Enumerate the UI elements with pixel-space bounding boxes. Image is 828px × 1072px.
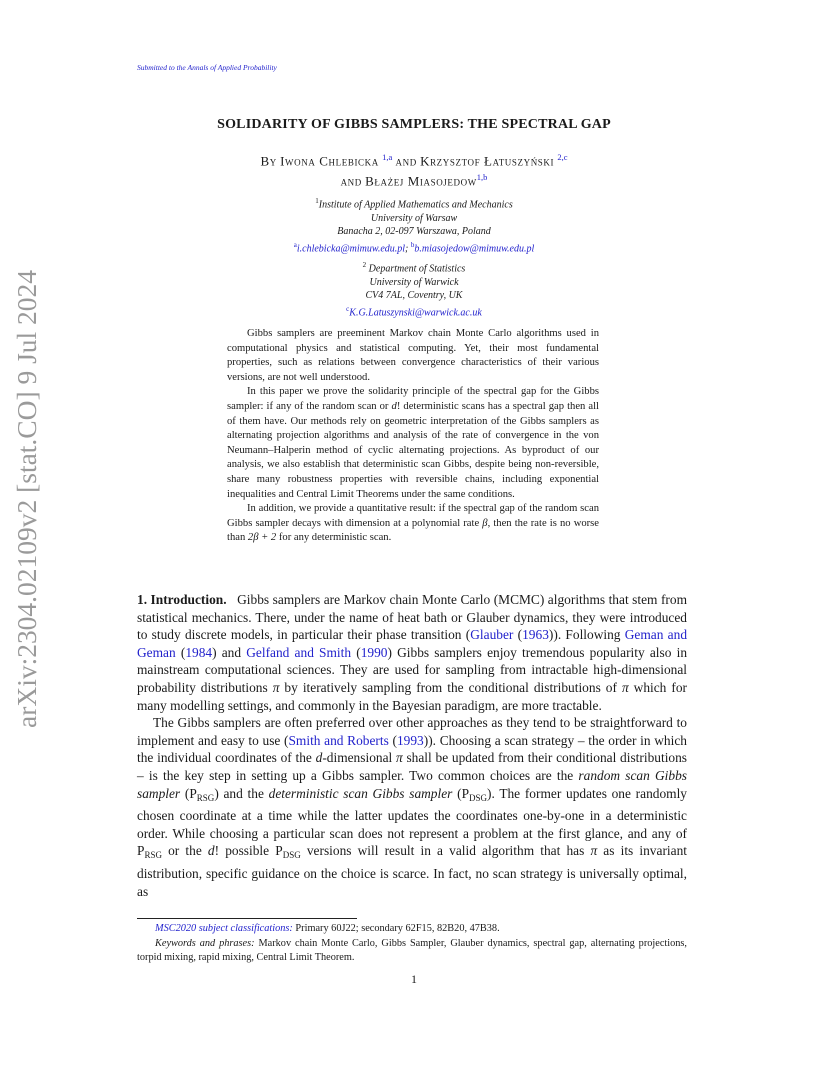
citation-year-link[interactable]: 1990 <box>360 644 388 660</box>
author-affil-link[interactable]: 2,c <box>557 152 568 162</box>
author-affil-link[interactable]: 1,a <box>382 152 393 162</box>
arxiv-stamp <box>8 268 46 730</box>
section-heading: 1. Introduction. <box>137 592 227 607</box>
author-name: Krzysztof Łatuszyński <box>420 153 555 169</box>
affil-line: University of Warwick <box>369 276 459 288</box>
email-marker: c <box>346 304 350 313</box>
keywords-footnote: Keywords and phrases: Markov chain Monte Carlo, Gibbs Sampler, Glauber dynamics, spectral gap, alternating projections, torpid mixing, rapid mixing, Central Limit Theorem. <box>137 938 687 963</box>
email-marker: a <box>293 240 297 249</box>
affiliation-1 <box>0 195 828 256</box>
email-marker: b <box>410 240 415 249</box>
citation-link[interactable]: Geman and Geman <box>137 627 688 660</box>
abstract-paragraph: Gibbs samplers are preeminent Markov chain Monte Carlo algorithms used in computational physics and statistical computing. Yet, their most fundamental properties, such as relations between convergence characteristics of their various versions, are not well understood. <box>227 328 599 383</box>
abstract <box>227 327 599 546</box>
affil-line: Institute of Applied Mathematics and Mechanics <box>318 199 513 211</box>
msc-footnote: MSC2020 subject classifications: Primary 60J22; secondary 62F15, 82B20, 47B38. <box>155 923 500 934</box>
submitted-note[interactable]: Submitted to the Annals of Applied Probability <box>137 63 277 72</box>
abstract-paragraph: In this paper we prove the solidarity principle of the spectral gap for the Gibbs sampler: if any of the random scan or d! deterministic scans has a spectral gap then all of them have. Our methods rely on geometric interpretation of the Gibbs samplers as alternating projection algorithms and analysis of the rate of convergence in the von Neumann–Halperin method of cyclic alternating projections. As byproduct of our analysis, we also establish that deterministic scan Gibbs, despite being non-reversible, share many robustness properties with reversible chains, including exponential inequalities and Central Limit Theorems under the same conditions. <box>227 386 599 500</box>
author-name: Błażej Miasojedow <box>365 173 477 189</box>
citation-link[interactable]: Glauber <box>470 627 514 643</box>
footnotes <box>137 922 687 966</box>
page-number: 1 <box>411 972 417 986</box>
separator: ; <box>405 243 411 255</box>
body-paragraph: 1. Introduction. Gibbs samplers are Markov chain Monte Carlo (MCMC) algorithms that stem from statistical mechanics. There, under the name of heat bath or Glauber dynamics, they were introduced to study discrete models, in particular their phase transition (Glauber (1963)). Following Geman and Geman (1984) and Gelfand and Smith (1990) Gibbs samplers enjoy tremendous popularity also in mainstream computational sciences. They are used for sampling from intractable high-dimensional probability distributions π by iteratively sampling from the conditional distributions of π which for many modelling settings, and commonly in the Bayesian paradigm, are more tractable. <box>137 592 688 713</box>
citation-year-link[interactable]: 1984 <box>185 644 213 660</box>
affil-line: Department of Statistics <box>368 263 466 275</box>
affiliation-2 <box>0 259 828 320</box>
author-name: Iwona Chlebicka <box>280 153 379 169</box>
paper-title: SOLIDARITY OF GIBBS SAMPLERS: THE SPECTRAL GAP <box>217 117 611 132</box>
citation-year-link[interactable]: 1963 <box>522 627 549 643</box>
affil-line: Banacha 2, 02-097 Warszawa, Poland <box>337 226 491 238</box>
abstract-paragraph: In addition, we provide a quantitative result: if the spectral gap of the random scan Gibbs sampler decays with dimension at a polynomial rate β, then the rate is no worse than 2β + 2 for any deterministic scan. <box>227 503 599 544</box>
affil-line: CV4 7AL, Coventry, UK <box>365 290 463 302</box>
email-link[interactable]: i.chlebicka@mimuw.edu.pl <box>296 243 406 255</box>
by-label: By <box>260 153 277 169</box>
footnote-rule <box>137 918 357 919</box>
affil-line: University of Warsaw <box>370 212 458 224</box>
citation-link[interactable]: Smith and Roberts <box>288 732 389 748</box>
affil-marker: 1 <box>315 197 319 205</box>
arxiv-stamp-text: arXiv:2304.02109v2 [stat.CO] 9 Jul 2024 <box>11 269 42 728</box>
body-paragraph: The Gibbs samplers are often preferred over other approaches as they tend to be straightforward to implement and easy to use (Smith and Roberts (1993)). Choosing a scan strategy – the order in which the individual coordinates of the d-dimensional π shall be updated from their conditional distributions – is the key step in setting up a Gibbs sampler. Two common choices are the random scan Gibbs sampler $(P_{RSG})$ and the deterministic scan Gibbs sampler $(P_{DSG})$. The former updates one randomly chosen coordinate at a time while the latter updates the coordinates one-by-one in a deterministic order. While choosing a particular scan does not represent a problem at the first glance, and any of $P_{RSG}$ or the d! possible $P_{DSG}$ versions will result in a valid algorithm that has π as its invariant distribution, specific guidance on the choice is scarce. In fact, no scan strategy is universally optimal, as <box>137 715 688 899</box>
citation-year-link[interactable]: 1993 <box>396 732 424 748</box>
msc-link[interactable]: MSC2020 subject classifications: <box>155 923 293 934</box>
author-affil-link[interactable]: 1,b <box>476 172 488 183</box>
introduction-section <box>137 591 687 900</box>
and-label: and <box>340 173 362 189</box>
email-link[interactable]: b.miasojedow@mimuw.edu.pl <box>414 243 535 255</box>
author-block <box>0 149 828 190</box>
citation-link[interactable]: Gelfand and Smith <box>246 644 352 660</box>
email-link[interactable]: K.G.Latuszynski@warwick.ac.uk <box>349 307 482 319</box>
affil-marker: 2 <box>362 261 367 269</box>
and-label: and <box>395 153 417 169</box>
